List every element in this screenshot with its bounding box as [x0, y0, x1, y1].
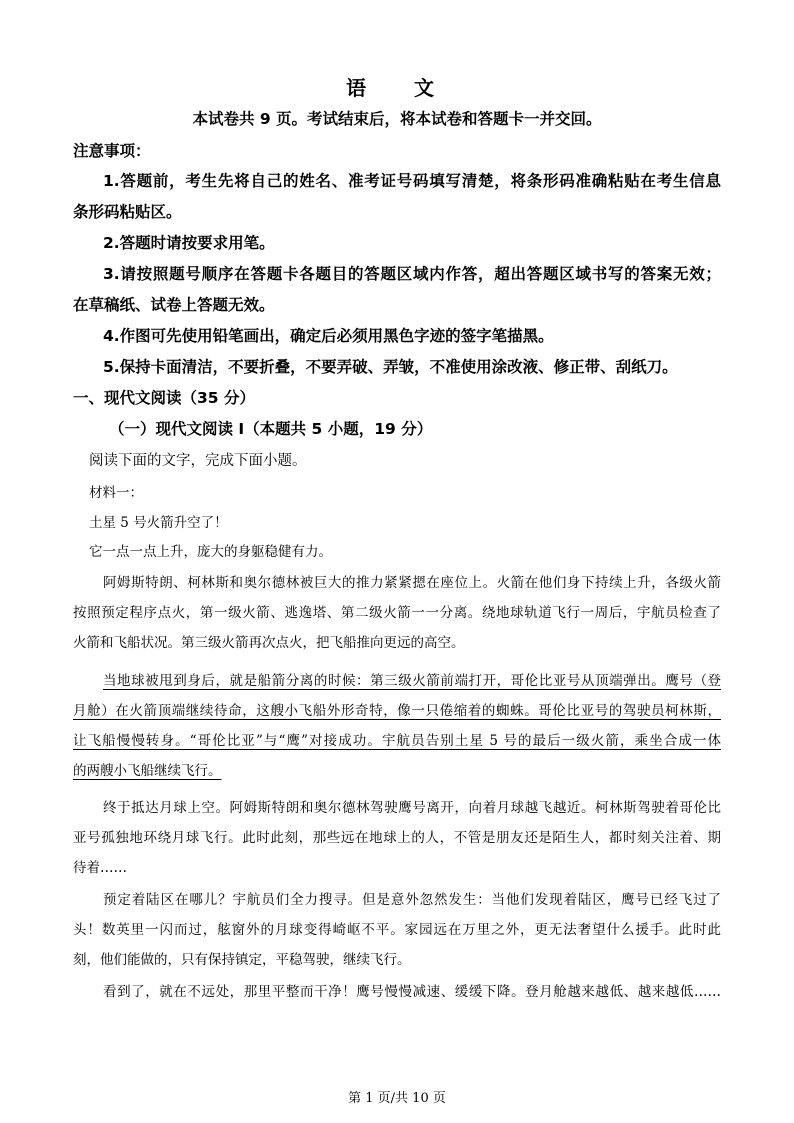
passage-line: 火箭和飞船状况。第三级火箭再次点火，把飞船推向更远的高空。	[73, 635, 465, 651]
notice-item: 3.请按照题号顺序在答题卡各题目的答题区域内作答，超出答题区域书写的答案无效；	[103, 265, 721, 283]
underlined-passage-line: 月舱）在火箭顶端继续待命，这艘小飞船外形奇特，像一只倦缩着的蜘蛛。哥伦比亚号的驾驶员柯林斯，	[73, 703, 721, 719]
passage-line: 看到了，就在不远处，那里平整而干净！鹰号慢慢减速、缓缓下降。登月舱越来越低、越来越低……	[103, 984, 721, 1000]
passage-line: 刻，他们能做的，只有保持镇定，平稳驾驶，继续飞行。	[73, 952, 411, 968]
passage-line: 土星 5 号火箭升空了！	[89, 515, 228, 531]
underlined-passage-line: 让飞船慢慢转身。“哥伦比亚”与“鹰”对接成功。宇航员告别土星 5 号的最后一级火箭，乘坐合成一体	[73, 733, 721, 749]
passage-line: 头！数英里一闪而过，舷窗外的月球变得崎岖不平。家园远在万里之外，更无法奢望什么援手。此时此	[73, 922, 721, 938]
passage-line: 待着……	[73, 860, 127, 876]
page-footer: 第 1 页/共 10 页	[348, 1091, 446, 1106]
passage-line: 它一点一点上升，庞大的身躯稳健有力。	[89, 544, 332, 560]
notice-item: 4.作图可先使用铅笔画出，确定后必须用黑色字迹的签字笔描黑。	[103, 327, 554, 345]
underlined-passage-line: 当地球被甩到身后，就是船箭分离的时候：第三级火箭前端打开，哥伦比亚号从顶端弹出。鹰号（登	[103, 673, 721, 689]
notice-item: 2.答题时请按要求用笔。	[103, 234, 275, 252]
reading-instruction: 阅读下面的文字，完成下面小题。	[89, 453, 307, 469]
passage-line: 终于抵达月球上空。阿姆斯特朗和奥尔德林驾驶鹰号离开，向着月球越飞越近。柯林斯驾驶着哥伦比	[103, 800, 721, 816]
passage-line: 按照预定程序点火，第一级火箭、逃逸塔、第二级火箭一一分离。绕地球轨道飞行一周后，宇航员检查了	[73, 605, 721, 621]
passage-line: 阿姆斯特朗、柯林斯和奥尔德林被巨大的推力紧紧摁在座位上。火箭在他们身下持续上升，各级火箭	[103, 575, 721, 591]
notice-item: 条形码粘贴区。	[73, 203, 182, 221]
page-title: 语 文	[346, 76, 448, 100]
passage-line: 预定着陆区在哪儿？宇航员们全力搜寻。但是意外忽然发生：当他们发现着陆区，鹰号已经飞过了	[103, 892, 721, 908]
exam-subtitle: 本试卷共 9 页。考试结束后，将本试卷和答题卡一并交回。	[192, 110, 602, 128]
section-heading: 一、现代文阅读（35 分）	[73, 389, 255, 407]
notice-item: 1.答题前，考生先将自己的姓名、准考证号码填写清楚，将条形码准确粘贴在考生信息	[103, 172, 721, 190]
notice-heading: 注意事项：	[73, 142, 151, 160]
passage-line: 亚号孤独地环绕月球飞行。此时此刻，那些远在地球上的人，不管是朋友还是陌生人，都时刻关注着、期	[73, 830, 721, 846]
subsection-heading: （一）现代文阅读 I（本题共 5 小题，19 分）	[109, 420, 433, 438]
notice-item: 5.保持卡面清洁，不要折叠，不要弄破、弄皱，不准使用涂改液、修正带、刮纸刀。	[103, 358, 678, 376]
underlined-passage-line: 的两艘小飞船继续飞行。	[73, 763, 222, 779]
material-label: 材料一：	[89, 485, 143, 501]
notice-item: 在草稿纸、试卷上答题无效。	[73, 296, 275, 314]
